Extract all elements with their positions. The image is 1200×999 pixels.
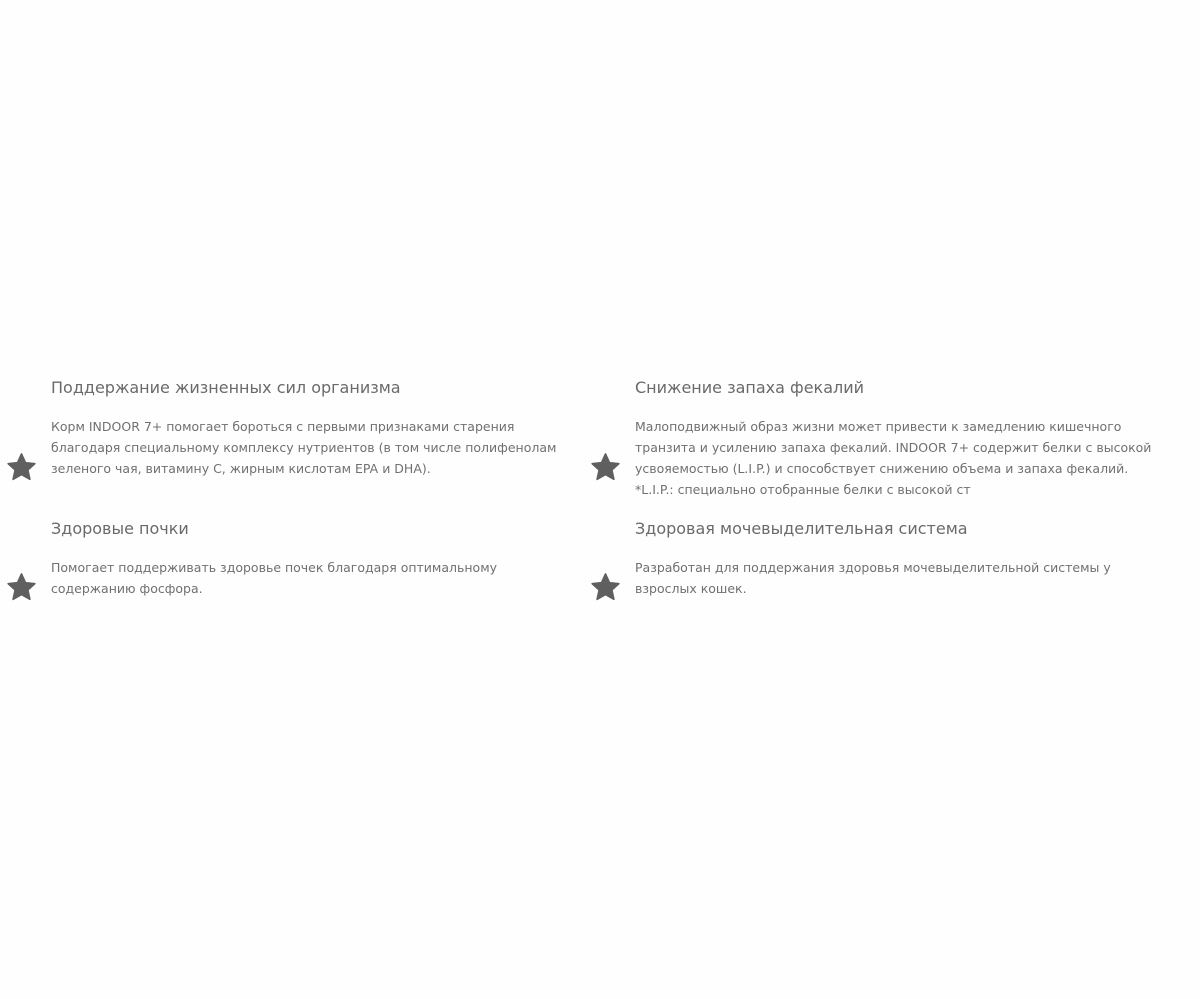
star-icon	[5, 451, 38, 484]
benefit-title: Поддержание жизненных сил организма	[51, 378, 401, 397]
benefit-text: Корм INDOOR 7+ помогает бороться с первыми признаками старения благодаря специальному комплексу нутриентов (в том числе полифенолам зеленого чая, витамину С, жирным кислотам EPA и DHA).	[51, 419, 557, 476]
benefit-text: Разработан для поддержания здоровья мочевыделительной системы у взрослых кошек.	[635, 560, 1111, 596]
benefit-text: Помогает поддерживать здоровье почек благодаря оптимальному содержанию фосфора.	[51, 560, 498, 596]
benefit-title: Снижение запаха фекалий	[635, 378, 865, 397]
benefit-text: Малоподвижный образ жизни может привести к замедлению кишечного транзита и усилению запаха фекалий. INDOOR 7+ содержит белки с высокой усвояемостью (L.I.P.) и способствует снижению объема и запаха фекалий. *L.I.P.: специально отобранные белки с высокой ст	[635, 419, 1152, 497]
benefit-title: Здоровая мочевыделительная система	[635, 519, 968, 538]
star-icon	[589, 571, 622, 604]
star-icon	[5, 571, 38, 604]
star-icon	[589, 451, 622, 484]
benefit-title: Здоровые почки	[51, 519, 189, 538]
